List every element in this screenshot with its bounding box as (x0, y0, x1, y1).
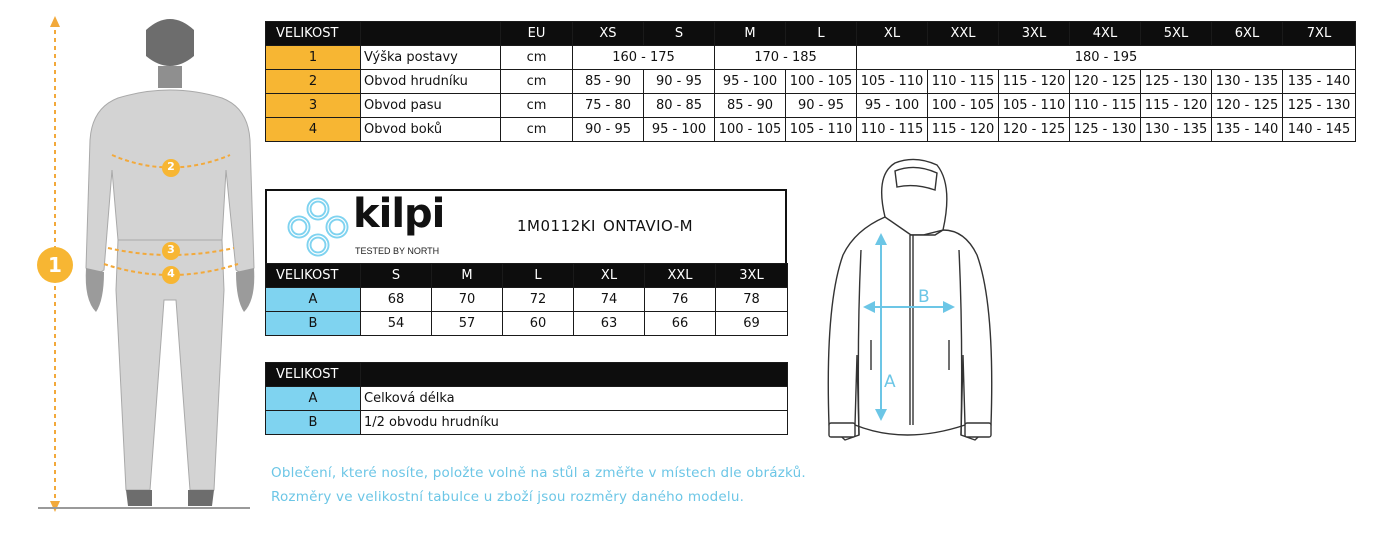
table-row (266, 411, 788, 435)
header-xxl: XXL (645, 264, 716, 288)
row-label: Výška postavy (361, 46, 501, 70)
cell-value: 135 - 140 (1283, 70, 1356, 94)
row-label: A (266, 387, 361, 411)
row-description: 1/2 obvodu hrudníku (361, 411, 788, 435)
header-3xl: 3XL (716, 264, 788, 288)
cell-value: 90 - 95 (644, 70, 715, 94)
row-unit: cm (501, 70, 573, 94)
header-l: L (503, 264, 574, 288)
header-7xl: 7XL (1283, 22, 1356, 46)
marker-3: 3 (167, 243, 175, 256)
brand-tagline: TESTED BY NORTH (355, 246, 440, 256)
cell-value: 78 (716, 288, 788, 312)
header-xs: XS (573, 22, 644, 46)
row-label: Obvod hrudníku (361, 70, 501, 94)
row-label: B (266, 411, 361, 435)
cell-value: 120 - 125 (1070, 70, 1141, 94)
cell-value: 95 - 100 (715, 70, 786, 94)
cell-value: 90 - 95 (573, 118, 644, 142)
cell-value: 54 (361, 312, 432, 336)
header-6xl: 6XL (1212, 22, 1283, 46)
cell-value: 57 (432, 312, 503, 336)
legend-table (265, 362, 788, 435)
brand-header (265, 189, 787, 263)
product-model: ONTAVIO-M (603, 217, 694, 235)
cell-value: 105 - 110 (786, 118, 857, 142)
cell-value: 130 - 135 (1141, 118, 1212, 142)
cell-value: 95 - 100 (857, 94, 928, 118)
marker-2: 2 (167, 160, 175, 173)
row-label: Obvod boků (361, 118, 501, 142)
cell-value: 95 - 100 (644, 118, 715, 142)
cell-value: 76 (645, 288, 716, 312)
cell-value: 120 - 125 (1212, 94, 1283, 118)
header-m: M (715, 22, 786, 46)
header-blank (361, 363, 788, 387)
cell-value: 100 - 105 (786, 70, 857, 94)
header-3xl: 3XL (999, 22, 1070, 46)
kilpi-knot-logo (285, 195, 351, 259)
cell-value: 100 - 105 (928, 94, 999, 118)
cell-value: 115 - 120 (1141, 94, 1212, 118)
row-number: 4 (266, 118, 361, 142)
cell-value: 120 - 125 (999, 118, 1070, 142)
table-row (266, 118, 1356, 142)
header-xl: XL (574, 264, 645, 288)
cell-value: 85 - 90 (573, 70, 644, 94)
product-code: 1M0112KI (517, 217, 596, 235)
row-label: Obvod pasu (361, 94, 501, 118)
cell-value: 85 - 90 (715, 94, 786, 118)
row-number: 2 (266, 70, 361, 94)
size-table-header (266, 22, 1356, 46)
cell-value: 70 (432, 288, 503, 312)
marker-4: 4 (167, 267, 175, 280)
cell-value: 105 - 110 (999, 94, 1070, 118)
header-5xl: 5XL (1141, 22, 1212, 46)
table-row (266, 387, 788, 411)
header-m: M (432, 264, 503, 288)
cell-value: 125 - 130 (1070, 118, 1141, 142)
row-number: 1 (266, 46, 361, 70)
cell-value: 160 - 175 (573, 46, 715, 70)
model-note: Rozměry ve velikostní tabulce u zboží jsou rozměry daného modelu. (271, 489, 745, 505)
cell-value: 63 (574, 312, 645, 336)
row-description: Celková délka (361, 387, 788, 411)
row-label: B (266, 312, 361, 336)
brand-name: kilpi (353, 191, 445, 237)
cell-value: 110 - 115 (928, 70, 999, 94)
cell-value: 135 - 140 (1212, 118, 1283, 142)
header-blank (361, 22, 501, 46)
table-row (266, 94, 1356, 118)
header-xxl: XXL (928, 22, 999, 46)
jacket-label-b: B (918, 287, 930, 307)
table-row (266, 70, 1356, 94)
header-s: S (361, 264, 432, 288)
cell-value: 90 - 95 (786, 94, 857, 118)
body-measurement-figure (0, 0, 265, 545)
header-xl: XL (857, 22, 928, 46)
cell-value: 69 (716, 312, 788, 336)
cell-value: 115 - 120 (928, 118, 999, 142)
row-number: 3 (266, 94, 361, 118)
cell-value: 68 (361, 288, 432, 312)
cell-value: 105 - 110 (857, 70, 928, 94)
product-table (265, 263, 788, 336)
header-velikost: VELIKOST (266, 264, 361, 288)
cell-value: 72 (503, 288, 574, 312)
cell-value: 125 - 130 (1283, 94, 1356, 118)
cell-value: 180 - 195 (857, 46, 1356, 70)
cell-value: 110 - 115 (857, 118, 928, 142)
cell-value: 125 - 130 (1141, 70, 1212, 94)
table-row (266, 46, 1356, 70)
cell-value: 60 (503, 312, 574, 336)
cell-value: 130 - 135 (1212, 70, 1283, 94)
row-unit: cm (501, 118, 573, 142)
cell-value: 140 - 145 (1283, 118, 1356, 142)
header-s: S (644, 22, 715, 46)
cell-value: 110 - 115 (1070, 94, 1141, 118)
cell-value: 170 - 185 (715, 46, 857, 70)
table-row (266, 312, 788, 336)
cell-value: 74 (574, 288, 645, 312)
header-velikost: VELIKOST (266, 22, 361, 46)
cell-value: 66 (645, 312, 716, 336)
row-label: A (266, 288, 361, 312)
header-velikost: VELIKOST (266, 363, 361, 387)
row-unit: cm (501, 94, 573, 118)
jacket-drawing (815, 155, 1005, 450)
table-row (266, 288, 788, 312)
cell-value: 80 - 85 (644, 94, 715, 118)
size-table (265, 21, 1356, 142)
product-table-header (266, 264, 788, 288)
header-eu: EU (501, 22, 573, 46)
cell-value: 75 - 80 (573, 94, 644, 118)
cell-value: 100 - 105 (715, 118, 786, 142)
marker-1: 1 (48, 253, 62, 277)
header-4xl: 4XL (1070, 22, 1141, 46)
header-l: L (786, 22, 857, 46)
row-unit: cm (501, 46, 573, 70)
cell-value: 115 - 120 (999, 70, 1070, 94)
instruction-note: Oblečení, které nosíte, položte volně na stůl a změřte v místech dle obrázků. (271, 465, 806, 481)
jacket-label-a: A (884, 372, 896, 392)
legend-table-header (266, 363, 788, 387)
